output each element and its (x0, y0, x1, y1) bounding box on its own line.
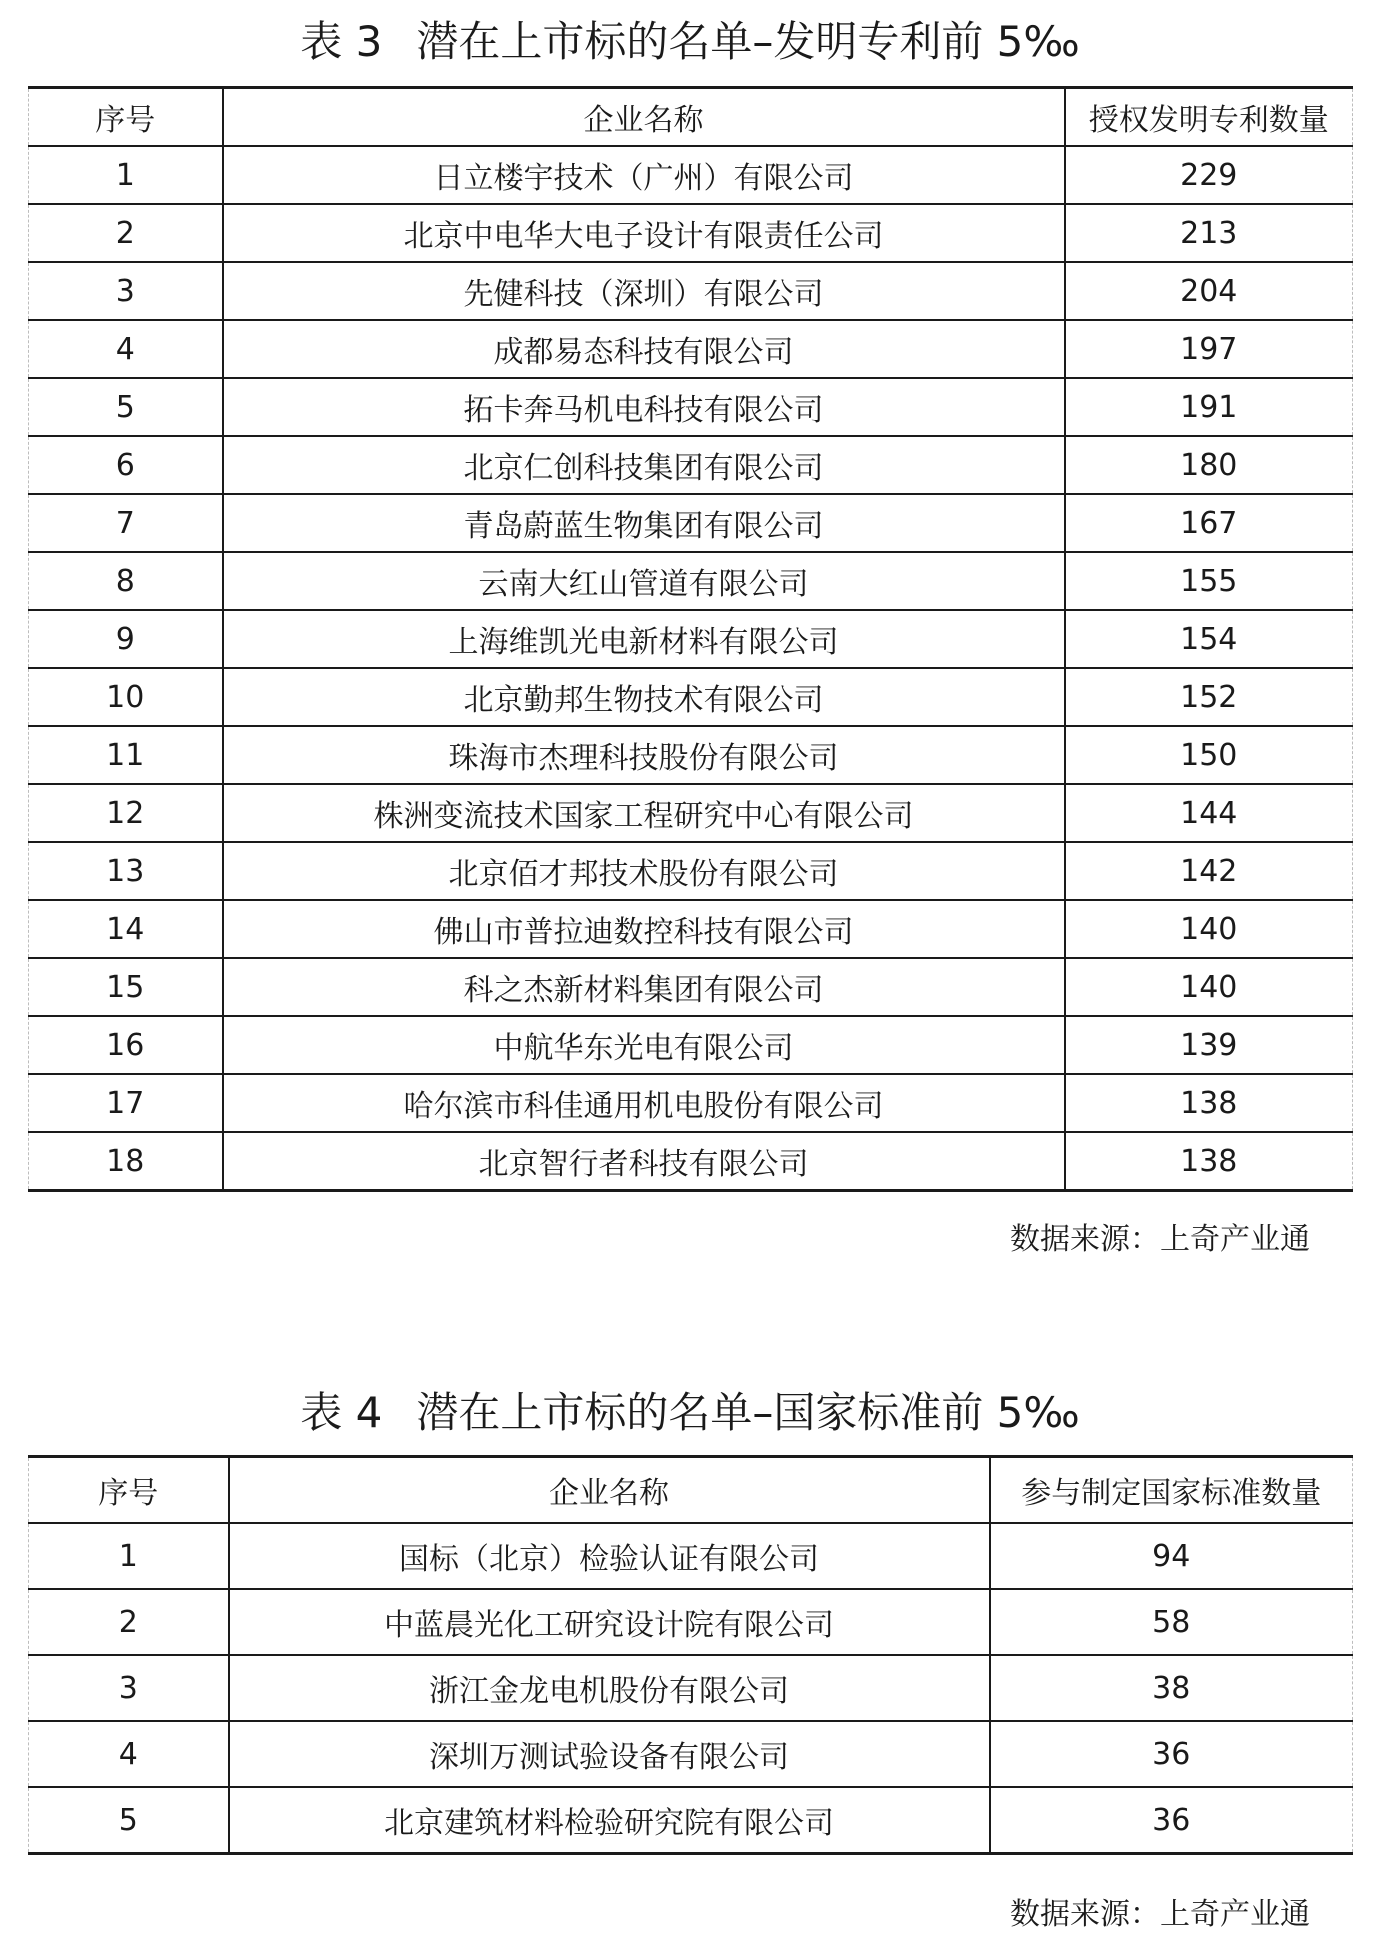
row-index: 15 (29, 958, 223, 1016)
count-value: 36 (990, 1787, 1353, 1854)
count-value: 94 (990, 1523, 1353, 1589)
row-index: 11 (29, 726, 223, 784)
count-value: 191 (1065, 378, 1353, 436)
count-value: 36 (990, 1721, 1353, 1787)
company-name: 中航华东光电有限公司 (223, 1016, 1065, 1074)
table-header-row (29, 1457, 1353, 1524)
company-name: 成都易态科技有限公司 (223, 320, 1065, 378)
patent-ranking-table (28, 86, 1353, 1192)
company-name: 北京佰才邦技术股份有限公司 (223, 842, 1065, 900)
table3-caption (0, 12, 1380, 72)
row-index: 6 (29, 436, 223, 494)
company-name: 上海维凯光电新材料有限公司 (223, 610, 1065, 668)
table3-caption-title: 潜在上市标的名单–发明专利前 5‰ (416, 17, 1080, 66)
company-name: 北京建筑材料检验研究院有限公司 (229, 1787, 990, 1854)
table-row (29, 378, 1353, 436)
row-index: 8 (29, 552, 223, 610)
row-index: 4 (29, 1721, 229, 1787)
row-index: 7 (29, 494, 223, 552)
row-index: 1 (29, 1523, 229, 1589)
count-value: 213 (1065, 204, 1353, 262)
company-name: 青岛蔚蓝生物集团有限公司 (223, 494, 1065, 552)
table4-caption (0, 1383, 1380, 1443)
count-value: 154 (1065, 610, 1353, 668)
count-value: 180 (1065, 436, 1353, 494)
table-row (29, 1655, 1353, 1721)
row-index: 9 (29, 610, 223, 668)
count-value: 144 (1065, 784, 1353, 842)
row-index: 12 (29, 784, 223, 842)
count-value: 138 (1065, 1074, 1353, 1132)
column-header-standard-count: 参与制定国家标准数量 (990, 1457, 1353, 1524)
table4-caption-title: 潜在上市标的名单–国家标准前 5‰ (416, 1388, 1080, 1437)
row-index: 16 (29, 1016, 223, 1074)
count-value: 229 (1065, 146, 1353, 204)
standards-table-body (29, 1523, 1353, 1854)
column-header-patent-count: 授权发明专利数量 (1065, 88, 1353, 147)
row-index: 2 (29, 1589, 229, 1655)
row-index: 3 (29, 1655, 229, 1721)
count-value: 197 (1065, 320, 1353, 378)
row-index: 5 (29, 1787, 229, 1854)
row-index: 3 (29, 262, 223, 320)
column-header-index: 序号 (29, 88, 223, 147)
count-value: 167 (1065, 494, 1353, 552)
company-name: 佛山市普拉迪数控科技有限公司 (223, 900, 1065, 958)
table-row (29, 1132, 1353, 1191)
row-index: 13 (29, 842, 223, 900)
company-name: 云南大红山管道有限公司 (223, 552, 1065, 610)
company-name: 科之杰新材料集团有限公司 (223, 958, 1065, 1016)
table3-caption-label: 表 3 (300, 17, 383, 66)
count-value: 140 (1065, 958, 1353, 1016)
count-value: 150 (1065, 726, 1353, 784)
table-row (29, 784, 1353, 842)
column-header-company: 企业名称 (223, 88, 1065, 147)
table-row (29, 958, 1353, 1016)
table-row (29, 668, 1353, 726)
count-value: 152 (1065, 668, 1353, 726)
row-index: 1 (29, 146, 223, 204)
table4-caption-label: 表 4 (300, 1388, 383, 1437)
table-row (29, 262, 1353, 320)
table-row (29, 320, 1353, 378)
count-value: 139 (1065, 1016, 1353, 1074)
table-row (29, 204, 1353, 262)
company-name: 哈尔滨市科佳通用机电股份有限公司 (223, 1074, 1065, 1132)
count-value: 204 (1065, 262, 1353, 320)
table-row (29, 900, 1353, 958)
company-name: 日立楼宇技术（广州）有限公司 (223, 146, 1065, 204)
column-header-index: 序号 (29, 1457, 229, 1524)
row-index: 5 (29, 378, 223, 436)
table-row (29, 610, 1353, 668)
company-name: 深圳万测试验设备有限公司 (229, 1721, 990, 1787)
row-index: 17 (29, 1074, 223, 1132)
table-row (29, 842, 1353, 900)
count-value: 142 (1065, 842, 1353, 900)
company-name: 中蓝晨光化工研究设计院有限公司 (229, 1589, 990, 1655)
standards-ranking-table (28, 1455, 1353, 1855)
column-header-company: 企业名称 (229, 1457, 990, 1524)
company-name: 浙江金龙电机股份有限公司 (229, 1655, 990, 1721)
table4-source-note: 数据来源：上奇产业通 (1010, 1897, 1310, 1932)
table-row (29, 1721, 1353, 1787)
table-row (29, 1074, 1353, 1132)
company-name: 北京智行者科技有限公司 (223, 1132, 1065, 1191)
table-row (29, 436, 1353, 494)
company-name: 北京仁创科技集团有限公司 (223, 436, 1065, 494)
row-index: 18 (29, 1132, 223, 1191)
table-row (29, 1787, 1353, 1854)
count-value: 138 (1065, 1132, 1353, 1191)
table-row (29, 552, 1353, 610)
count-value: 155 (1065, 552, 1353, 610)
table-row (29, 1016, 1353, 1074)
table-row (29, 146, 1353, 204)
company-name: 珠海市杰理科技股份有限公司 (223, 726, 1065, 784)
company-name: 国标（北京）检验认证有限公司 (229, 1523, 990, 1589)
row-index: 10 (29, 668, 223, 726)
count-value: 140 (1065, 900, 1353, 958)
table-row (29, 1523, 1353, 1589)
row-index: 14 (29, 900, 223, 958)
row-index: 4 (29, 320, 223, 378)
patent-table-body (29, 146, 1353, 1191)
table-row (29, 494, 1353, 552)
company-name: 拓卡奔马机电科技有限公司 (223, 378, 1065, 436)
company-name: 北京中电华大电子设计有限责任公司 (223, 204, 1065, 262)
row-index: 2 (29, 204, 223, 262)
table3-source-note: 数据来源：上奇产业通 (1010, 1222, 1310, 1257)
table-row (29, 726, 1353, 784)
count-value: 38 (990, 1655, 1353, 1721)
company-name: 北京勤邦生物技术有限公司 (223, 668, 1065, 726)
count-value: 58 (990, 1589, 1353, 1655)
company-name: 先健科技（深圳）有限公司 (223, 262, 1065, 320)
company-name: 株洲变流技术国家工程研究中心有限公司 (223, 784, 1065, 842)
table-header-row (29, 88, 1353, 147)
table-row (29, 1589, 1353, 1655)
